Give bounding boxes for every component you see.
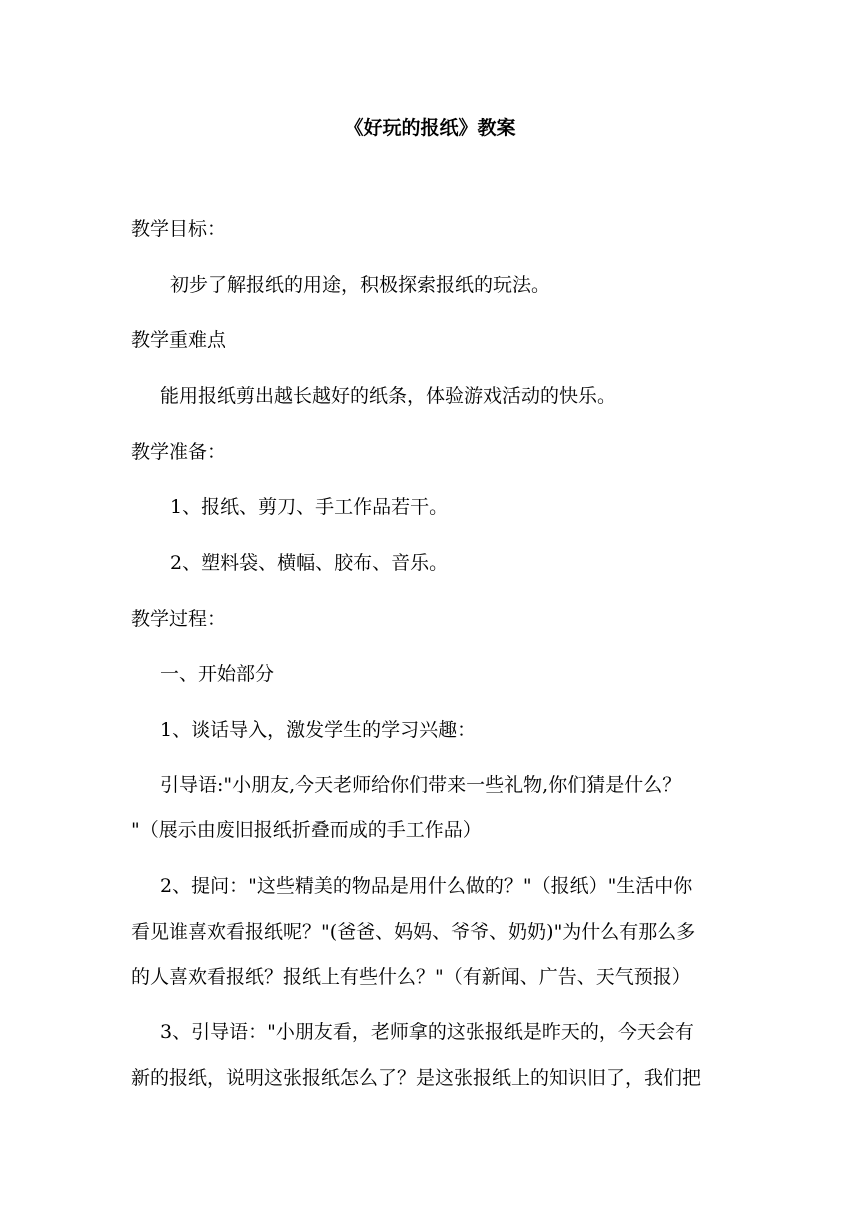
step-3-line-2: 新的报纸，说明这张报纸怎么了？是这张报纸上的知识旧了，我们把 bbox=[131, 1067, 702, 1089]
objective-text: 初步了解报纸的用途，积极探索报纸的玩法。 bbox=[170, 274, 551, 296]
step-3-line-1: 3、引导语："小朋友看，老师拿的这张报纸是昨天的，今天会有 bbox=[160, 1021, 694, 1043]
step-2-line-3: 的人喜欢看报纸？报纸上有些什么？"（有新闻、广告、天气预报） bbox=[131, 966, 691, 988]
prep-heading: 教学准备： bbox=[131, 441, 227, 463]
step-1-line-2: "（展示由废旧报纸折叠而成的手工作品） bbox=[131, 819, 482, 841]
step-2-line-2: 看见谁喜欢看报纸呢？"(爸爸、妈妈、爷爷、奶奶)"为什么有那么多 bbox=[131, 921, 696, 943]
process-heading: 教学过程： bbox=[131, 608, 227, 630]
document-title: 《好玩的报纸》教案 bbox=[344, 117, 516, 139]
objective-heading: 教学目标： bbox=[131, 218, 227, 240]
prep-item-1: 1、报纸、剪刀、手工作品若干。 bbox=[170, 496, 449, 518]
step-1: 1、谈话导入，激发学生的学习兴趣： bbox=[160, 719, 477, 741]
step-1-line-1: 引导语:"小朋友,今天老师给你们带来一些礼物,你们猜是什么？ bbox=[160, 774, 682, 796]
part-one-heading: 一、开始部分 bbox=[160, 663, 275, 685]
step-2-line-1: 2、提问："这些精美的物品是用什么做的？"（报纸）"生活中你 bbox=[160, 875, 693, 897]
key-points-heading: 教学重难点 bbox=[131, 329, 227, 351]
key-points-text: 能用报纸剪出越长越好的纸条，体验游戏活动的快乐。 bbox=[160, 385, 617, 407]
prep-item-2: 2、塑料袋、横幅、胶布、音乐。 bbox=[170, 552, 449, 574]
